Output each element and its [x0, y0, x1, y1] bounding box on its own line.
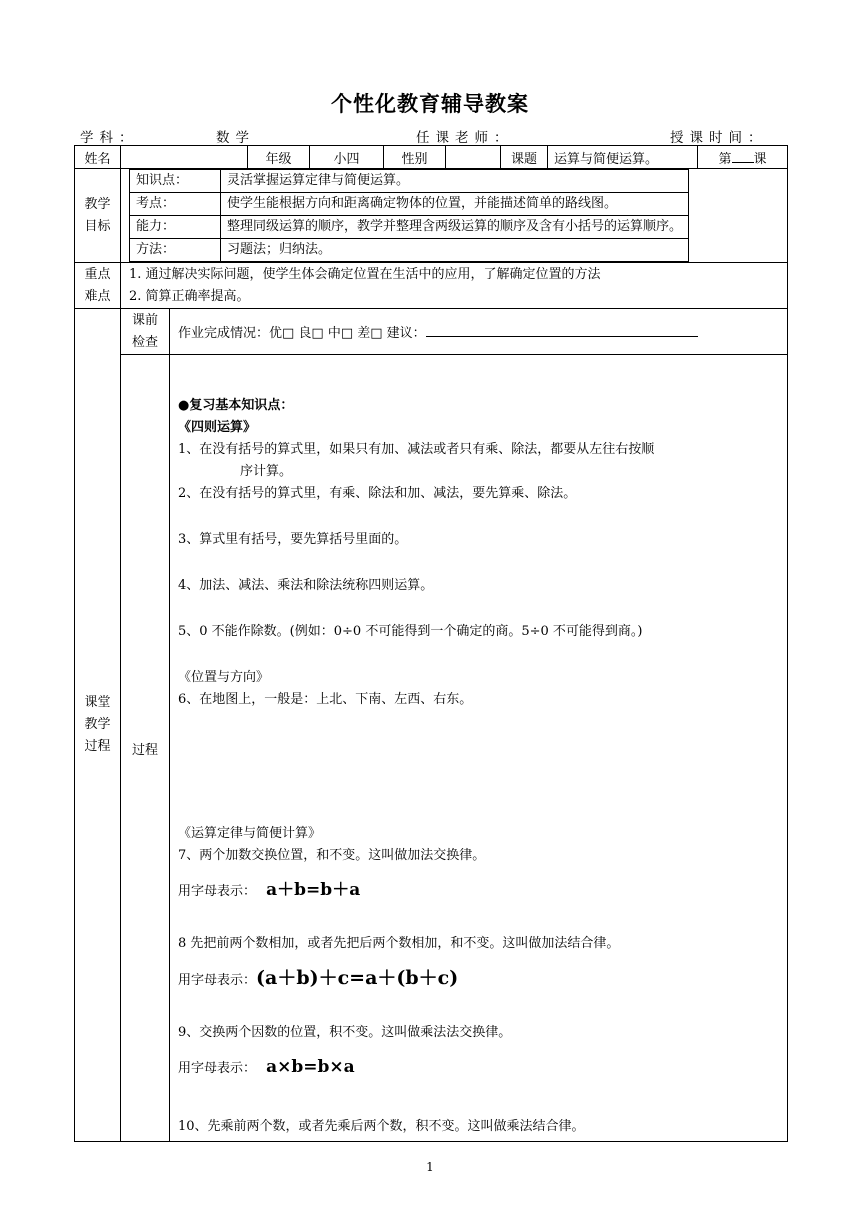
- meta-line: [80, 126, 780, 146]
- letter-label-9: 用字母表示：: [178, 1061, 257, 1076]
- homework-cell: [170, 309, 788, 355]
- gender-label: 性别: [384, 146, 446, 169]
- key-points-label: [75, 263, 121, 309]
- info-row: [75, 146, 788, 169]
- letter-label-7: 用字母表示：: [178, 884, 257, 899]
- goals-label-line1: 教学: [84, 196, 111, 212]
- point-8: 8 先把前两个数相加，或者先把后两个数相加，和不变。这叫做加法结合律。: [178, 936, 620, 951]
- section-operation-laws: 《运算定律与简便计算》: [178, 826, 322, 841]
- goal-key-method: 方法：: [130, 239, 221, 262]
- formula-8-line: [178, 967, 781, 992]
- lesson-number-blank[interactable]: [732, 149, 754, 163]
- subject-value: 数学: [216, 130, 255, 146]
- key-point-2: 2. 简算正确率提高。: [129, 288, 250, 304]
- precheck-label-line1: 课前: [131, 312, 158, 328]
- process-row: [75, 355, 788, 1142]
- section-four-operations: 《四则运算》: [178, 420, 257, 435]
- lesson-prefix: 第: [718, 151, 732, 167]
- section-position-direction: 《位置与方向》: [178, 670, 270, 685]
- page-number: 1: [426, 1160, 434, 1174]
- lesson-suffix: 课: [753, 151, 767, 167]
- point-1-cont: 序计算。: [240, 464, 293, 479]
- goals-label-line2: 目标: [84, 218, 111, 234]
- goals-content: [121, 169, 788, 263]
- point-2: 2、在没有括号的算式里，有乘、除法和加、减法，要先算乘、除法。: [178, 486, 577, 501]
- name-cell[interactable]: [121, 146, 248, 169]
- goal-key-ability: 能力：: [130, 216, 221, 239]
- topic-label: 课题: [501, 146, 548, 169]
- precheck-label: [121, 309, 170, 355]
- formula-9-line: [178, 1056, 781, 1080]
- document-title: 个性化教育辅导教案: [331, 92, 529, 116]
- point-4: 4、加法、减法、乘法和除法统称四则运算。: [178, 578, 434, 593]
- goal-text-exam: 使学生能根据方向和距离确定物体的位置，并能描述简单的路线图。: [221, 193, 689, 216]
- process-content: [170, 355, 788, 1142]
- formula-addition-commutative: a＋b=b＋a: [266, 880, 361, 900]
- grade-value: 小四: [310, 146, 384, 169]
- lesson-plan-table: [74, 145, 788, 1142]
- goal-key-knowledge: 知识点：: [130, 170, 221, 193]
- point-5: 5、0 不能作除数。(例如：0÷0 不可能得到一个确定的商。5÷0 不可能得到商。): [178, 624, 643, 639]
- point-6: 6、在地图上，一般是：上北、下南、左西、右东。: [178, 692, 473, 707]
- class-process-label-line2: 教学: [84, 717, 111, 732]
- formula-multiplication-commutative: a×b=b×a: [266, 1057, 355, 1077]
- grade-label: 年级: [248, 146, 310, 169]
- letter-label-8: 用字母表示：: [178, 973, 257, 988]
- suggestion-line[interactable]: [426, 322, 698, 337]
- class-process-label-line1: 课堂: [84, 695, 111, 710]
- lesson-number: [698, 146, 788, 169]
- goals-label: [75, 169, 121, 263]
- teacher-label: 任课老师：: [416, 130, 514, 146]
- topic-value: 运算与简便运算。: [548, 146, 698, 169]
- key-point-1: 1. 通过解决实际问题，使学生体会确定位置在生活中的应用，了解确定位置的方法: [129, 266, 601, 282]
- precheck-label-line2: 检查: [131, 334, 158, 350]
- goals-list: [129, 169, 689, 262]
- name-label: 姓名: [75, 146, 121, 169]
- goal-text-knowledge: 灵活掌握运算定律与简便运算。: [221, 170, 689, 193]
- key-points-label-line2: 难点: [84, 288, 111, 304]
- formula-7-line: [178, 879, 781, 903]
- goal-text-method: 习题法；归纳法。: [221, 239, 689, 262]
- key-points-row: [75, 263, 788, 309]
- point-9: 9、交换两个因数的位置，积不变。这叫做乘法法交换律。: [178, 1025, 512, 1040]
- gender-cell[interactable]: [446, 146, 501, 169]
- subject-label: 学科：: [80, 130, 139, 146]
- point-10: 10、先乘前两个数，或者先乘后两个数，积不变。这叫做乘法结合律。: [178, 1119, 585, 1134]
- key-points-content: [121, 263, 788, 309]
- precheck-row: [75, 309, 788, 355]
- point-1: 1、在没有括号的算式里，如果只有加、减法或者只有乘、除法，都要从左往右按顺: [178, 442, 655, 457]
- point-3: 3、算式里有括号，要先算括号里面的。: [178, 532, 408, 547]
- goals-row: [75, 169, 788, 263]
- goal-text-ability: 整理同级运算的顺序，教学并整理含两级运算的顺序及含有小括号的运算顺序。: [221, 216, 689, 239]
- process-label: 过程: [121, 355, 170, 1142]
- review-heading: ●复习基本知识点：: [178, 398, 294, 413]
- goal-key-exam: 考点：: [130, 193, 221, 216]
- homework-status: 作业完成情况：优□ 良□ 中□ 差□ 建议：: [178, 326, 426, 341]
- formula-addition-associative: (a＋b)＋c=a＋(b＋c): [256, 967, 459, 989]
- class-process-label-line3: 过程: [84, 739, 111, 754]
- class-process-label: [75, 309, 121, 1142]
- time-label: 授课时间：: [670, 130, 768, 146]
- point-7: 7、两个加数交换位置，和不变。这叫做加法交换律。: [178, 848, 486, 863]
- key-points-label-line1: 重点: [84, 266, 111, 282]
